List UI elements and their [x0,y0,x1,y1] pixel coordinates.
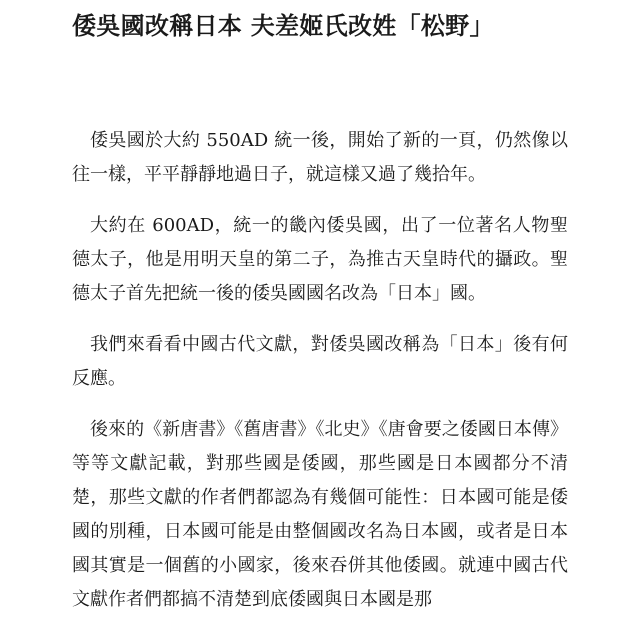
paragraph-2: 大約在 600AD，統一的畿內倭吳國，出了一位著名人物聖德太子，他是用明天皇的第二子，為推古天皇時代的攝政。聖德太子首先把統一後的倭吳國國名改為「日本」國。 [72,215,568,304]
paragraph-1: 倭吳國於大約 550AD 統一後，開始了新的一頁，仍然像以往一樣，平平靜靜地過日子，就這樣又過了幾拾年。 [72,130,568,185]
article-body [72,124,568,618]
article-title: 倭吳國改稱日本 夫差姬氏改姓「松野」 [72,11,494,40]
paragraph-4: 後來的《新唐書》《舊唐書》《北史》《唐會要之倭國日本傳》等等文獻記載，對那些國是倭國，那些國是日本國都分不清楚，那些文獻的作者們都認為有幾個可能性：日本國可能是倭國的別種，日本國可能是由整個國改名為日本國，或者是日本國其實是一個舊的小國家，後來吞併其他倭國。就連中國古代文獻作者們都搞不清楚到底倭國與日本國是那 [72,419,568,610]
paragraph-3: 我們來看看中國古代文獻，對倭吳國改稱為「日本」後有何反應。 [72,334,568,389]
